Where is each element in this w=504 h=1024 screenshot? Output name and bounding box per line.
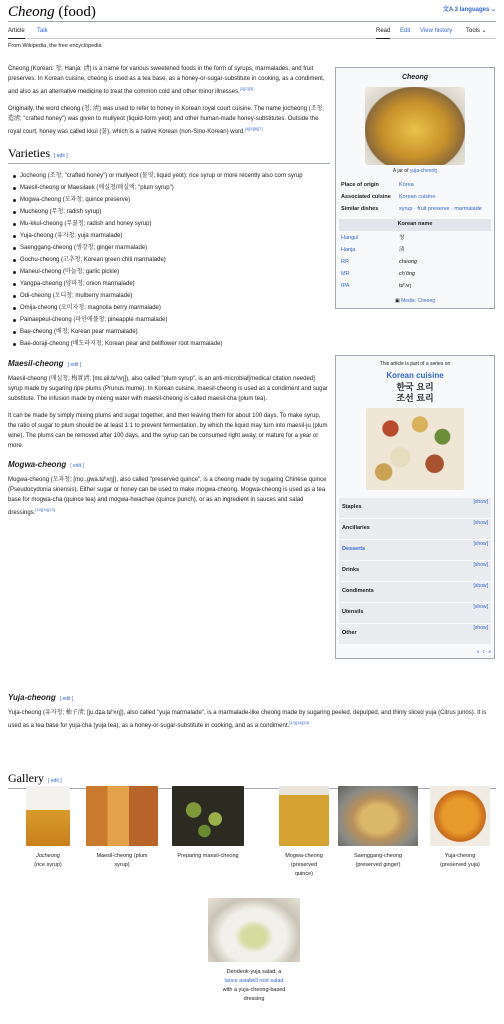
gallery-item[interactable]: [264, 786, 344, 879]
list-item: Bae-cheong (배청; Korean pear marmalade): [20, 326, 330, 338]
gallery-image[interactable]: [172, 786, 244, 846]
infobox-row: [339, 281, 491, 293]
group-label: Utensils: [342, 608, 364, 615]
navbox-group[interactable]: [339, 540, 491, 560]
list-item: Mu-kkul-cheong (무꿀청; radish and honey syrup): [20, 218, 330, 230]
chevron-down-icon: ⌄: [480, 28, 487, 34]
show-toggle[interactable]: [show]: [473, 519, 488, 526]
navbox-group[interactable]: [339, 519, 491, 539]
show-toggle[interactable]: [show]: [473, 582, 488, 589]
series-korean-name-alt: 조선 료리: [396, 392, 434, 403]
tab-article[interactable]: Article: [8, 27, 25, 39]
ref-links[interactable]: [10][11][12]: [35, 506, 56, 512]
chevron-down-icon: ⌄: [489, 7, 496, 13]
gallery-image[interactable]: [338, 786, 418, 846]
tab-read[interactable]: Read: [376, 27, 390, 39]
media-icon: ▣: [394, 298, 402, 305]
infobox-key[interactable]: MR: [341, 271, 350, 278]
title-italic: Cheong: [8, 4, 55, 20]
media-link[interactable]: [339, 298, 491, 305]
ref-links[interactable]: [13][14][15]: [289, 719, 310, 725]
infobox-value[interactable]: syrup · fruit preserve · marmalade: [399, 206, 482, 213]
gallery-item[interactable]: [420, 786, 500, 870]
gallery-caption: (preserved ginger): [355, 862, 401, 868]
navbox-group[interactable]: [339, 498, 491, 518]
infobox-key: Associated cuisine: [341, 194, 391, 201]
edit-section-link[interactable]: [ edit ]: [67, 362, 82, 369]
infobox-row: [339, 204, 491, 216]
intro-text-2: Originally, the word cheong (청; 淸) was used to refer to honey in Korean royal court cuisine. The name jocheong (조청; 造淸; "crafted honey") was given to mullyeot (liquid-form yeot) and other human-made honey-substitutes. Outside the royal court, honey was called kkul (꿀), which is a native Korean (non-Sino-Korean) word.: [8, 106, 324, 135]
infobox: [335, 67, 495, 309]
infobox-value: 청: [399, 235, 405, 242]
list-item: Saenggang-cheong (생강청; ginger marmalade): [20, 242, 330, 254]
edit-section-link[interactable]: [ edit ]: [70, 462, 84, 469]
group-label[interactable]: Desserts: [342, 545, 366, 552]
heading-text: Yuja-cheong: [8, 693, 56, 702]
list-item: Bae-doraji-cheong (배도라지청; Korean pear and bellflower root marmalade): [20, 338, 330, 350]
heading-text: Gallery: [8, 771, 44, 785]
intro-paragraph-1: [8, 64, 330, 97]
show-toggle[interactable]: [show]: [473, 540, 488, 547]
list-item: Mogwa-cheong (모과청; quince preserve): [20, 194, 330, 206]
tabs-row: [8, 22, 496, 39]
gallery-caption: Yuja-cheong: [444, 853, 476, 859]
list-item: Odi-cheong (오디청; mulberry marmalade): [20, 290, 330, 302]
maesil-paragraph-2: It can be made by simply mixing plums and sugar together, and then leaving them for about 100 days. To make syrup, the ratio of sugar to plum should be at least 1:1 to prevent fermentation, by which the liquid may turn into maesil-ju (plum wine). The plums can be removed after 100 days, and the syrup can be consumed right away, or mature for a year or more.: [8, 412, 328, 449]
infobox-image[interactable]: [365, 87, 465, 165]
gallery-caption: with a yuja-cheong-based: [222, 987, 286, 993]
gallery-caption: Mogwa-cheong: [285, 853, 323, 859]
gallery-item[interactable]: [168, 786, 248, 861]
heading-varieties: [8, 145, 330, 164]
gallery-caption: Maesil-cheong (plum: [96, 853, 148, 859]
yuja-paragraph: [8, 708, 496, 731]
list-item: Maesil-cheong or Maesilaek (매실청/매실액; "plum syrup"): [20, 182, 330, 194]
gallery-image[interactable]: [430, 786, 490, 846]
languages-label: 3 languages: [454, 7, 490, 13]
infobox-row: [339, 245, 491, 257]
navbox-group[interactable]: [339, 624, 491, 644]
varieties-list: [20, 170, 330, 350]
infobox-value: 淸: [399, 247, 405, 254]
show-toggle[interactable]: [show]: [473, 624, 488, 631]
gallery-item[interactable]: [204, 898, 304, 1004]
title-rest: (food): [54, 4, 96, 20]
edit-section-link[interactable]: [ edit ]: [59, 696, 74, 702]
ref-links[interactable]: [1][2][3]: [239, 86, 254, 91]
ref-links[interactable]: [4][5][6][7]: [244, 126, 263, 131]
gallery-caption: Preparing maesil-cheong: [177, 853, 239, 859]
yuja-section: [8, 684, 496, 731]
tab-edit[interactable]: Edit: [400, 28, 411, 34]
edit-section-link[interactable]: [ edit ]: [53, 153, 68, 159]
infobox-key: Place of origin: [341, 182, 379, 189]
infobox-row: [339, 233, 491, 245]
list-item: Jocheong (조청; "crafted honey") or mullyeot (물엿; liquid yeot): rice syrup or more recently also corn syrup: [20, 170, 330, 182]
gallery-image[interactable]: [86, 786, 158, 846]
series-title-link[interactable]: Korean cuisine: [386, 371, 444, 381]
infobox-title: Cheong: [401, 74, 429, 81]
gallery-caption: syrup): [114, 862, 130, 868]
list-item: Mucheong (무청; radish syrup): [20, 206, 330, 218]
gallery-caption: (preserved yuja): [440, 862, 480, 868]
tab-view-history[interactable]: View history: [420, 28, 453, 34]
list-item: Painaepeul-cheong (파인애플청; pineapple marmalade): [20, 314, 330, 326]
gallery-caption: quince): [294, 871, 314, 877]
infobox-caption: [339, 168, 491, 175]
infobox-key[interactable]: IPA: [341, 283, 350, 290]
list-item: Yangpa-cheong (양파청; onion marmalade): [20, 278, 330, 290]
caption-link[interactable]: yuja-cheong: [409, 168, 438, 175]
gallery-caption: (preserved: [290, 862, 318, 868]
navbox-korean-cuisine: [335, 355, 495, 659]
heading-maesil-cheong: [8, 358, 330, 370]
title-row: [8, 0, 496, 22]
navbox-vte-links[interactable]: v · t · e: [476, 648, 491, 654]
heading-text: Mogwa-cheong: [8, 459, 67, 469]
intro-text-1: Cheong (Korean: 청; Hanja: 淸) is a name for various sweetened foods in the form of syrups, marmalades, and fruit preserves. In Korean cuisine, cheong is used as a tea base, as a honey-or-sugar-substitute in cooking, as a condiment, and also as an alternative medicine to treat the common cold and other minor illnesses.: [8, 66, 325, 95]
infobox-value[interactable]: Korea: [399, 182, 414, 189]
languages-button[interactable]: [443, 6, 496, 15]
tagline: From Wikipedia, the free encyclopedia: [8, 43, 102, 49]
gallery-caption: dressing: [243, 996, 265, 1002]
navbox-image[interactable]: [366, 408, 464, 490]
gallery-image[interactable]: [26, 786, 70, 846]
tab-talk[interactable]: Talk: [37, 28, 48, 34]
infobox-key: Similar dishes: [341, 206, 379, 213]
heading-text: Varieties: [8, 146, 50, 160]
heading-mogwa-cheong: [8, 459, 330, 471]
media-link-text: Media: Cheong: [401, 298, 436, 305]
list-item: Omija-cheong (오미자청; magnolia berry marmalade): [20, 302, 330, 314]
gallery-caption: Jocheong: [36, 853, 60, 859]
infobox-value: cheong: [399, 259, 418, 266]
infobox-row: [339, 269, 491, 281]
gallery-caption: Deodeok-yuja salad, a: [226, 969, 282, 975]
gallery-caption: Saenggang-cheong: [353, 853, 402, 859]
series-label: This article is part of a series on: [379, 361, 451, 367]
maesil-paragraph-1: Maesil-cheong (매실청; 梅實淸; [mɛ.ɕil.tɕʰʌŋ]), also called "plum syrup", is an anti-microbial[medical citation needed] syrup made by sugaring ripe plums (Prunus mume). In Korean cuisine, maesil-cheong is used as a condiment and sugar substitute. The infusion made by mixing water with maesil-cheong is called maesil-cha (plum tea).: [8, 375, 328, 402]
list-item: Maneul-cheong (마늘청; garlic pickle): [20, 266, 330, 278]
show-toggle[interactable]: [show]: [473, 603, 488, 610]
infobox-row: [339, 257, 491, 269]
gallery-caption: (rice syrup): [34, 862, 62, 868]
article-body: [8, 64, 330, 525]
caption-text: A jar of: [392, 168, 410, 175]
show-toggle[interactable]: [show]: [473, 498, 488, 505]
series-korean-name: 한국 요리: [396, 381, 434, 392]
infobox-key[interactable]: Hanja: [341, 247, 356, 254]
infobox-subheading: Korean name: [339, 219, 491, 231]
tools-menu[interactable]: [466, 27, 487, 36]
gallery-image[interactable]: [279, 786, 329, 846]
heading-yuja-cheong: [8, 692, 496, 704]
yuja-text: Yuja-cheong (유자청; 柚子淸; [ju.dʑa.tɕʰʌŋ]), also called "yuja marmalade", is a marmalade-like cheong made by sugaring peeled, depulped, and thinly sliced yuja (Citrus junos). It is used as a tea base for yuja-cha (yuja tea), as a honey-or-sugar-substitute in cooking, and as a condiment.: [8, 709, 487, 729]
show-toggle[interactable]: [show]: [473, 561, 488, 568]
navbox-group[interactable]: [339, 603, 491, 623]
translate-icon: 文A: [442, 7, 455, 13]
group-label: Drinks: [342, 566, 360, 573]
group-label: Ancillaries: [342, 524, 370, 531]
group-label: Condiments: [342, 587, 374, 594]
infobox-key[interactable]: Hangul: [341, 235, 359, 242]
page-title: [8, 2, 96, 24]
gallery-image[interactable]: [208, 898, 300, 962]
gallery-section: [8, 770, 496, 1002]
infobox-key[interactable]: RR: [341, 259, 349, 266]
heading-text: Maesil-cheong: [8, 359, 64, 369]
navbox-group[interactable]: [339, 582, 491, 602]
list-item: Yuja-cheong (유자청; yuja marmalade): [20, 230, 330, 242]
infobox-row: [339, 180, 491, 192]
navbox-group[interactable]: [339, 561, 491, 581]
gallery-item[interactable]: [8, 786, 88, 870]
edit-section-link[interactable]: [ edit ]: [47, 778, 62, 784]
gallery-caption[interactable]: lance asiabell root salad: [224, 978, 284, 984]
mogwa-text: Mogwa-cheong (모과청; [mo̞ː.ɡwa.tɕʰʌŋ]), also called "preserved quince", is a cheong made by sugaring Chinese quince (Pseudocydonia sinensis). Either sugar or honey can be used to make mogwa-cheong. Mogwa-cheong is used as a tea base for mogwa-cha (quince tea) and mogwa-hwachae (quince punch), or as an ingredient in sauces and salad dressings.: [8, 476, 327, 516]
gallery-item[interactable]: [82, 786, 162, 870]
infobox-row: [339, 192, 491, 204]
infobox-value: tɕʰʌŋ: [399, 283, 412, 290]
infobox-value: ch'ŏng: [399, 271, 416, 278]
intro-paragraph-2: [8, 104, 330, 137]
gallery-item[interactable]: [338, 786, 418, 870]
group-label: Staples: [342, 503, 362, 510]
group-label: Other: [342, 629, 357, 636]
mogwa-paragraph: [8, 475, 330, 518]
list-item: Gochu-cheong (고추청; Korean green chili marmalade): [20, 254, 330, 266]
infobox-value[interactable]: Korean cuisine: [399, 194, 436, 201]
tools-label: Tools: [466, 28, 481, 34]
